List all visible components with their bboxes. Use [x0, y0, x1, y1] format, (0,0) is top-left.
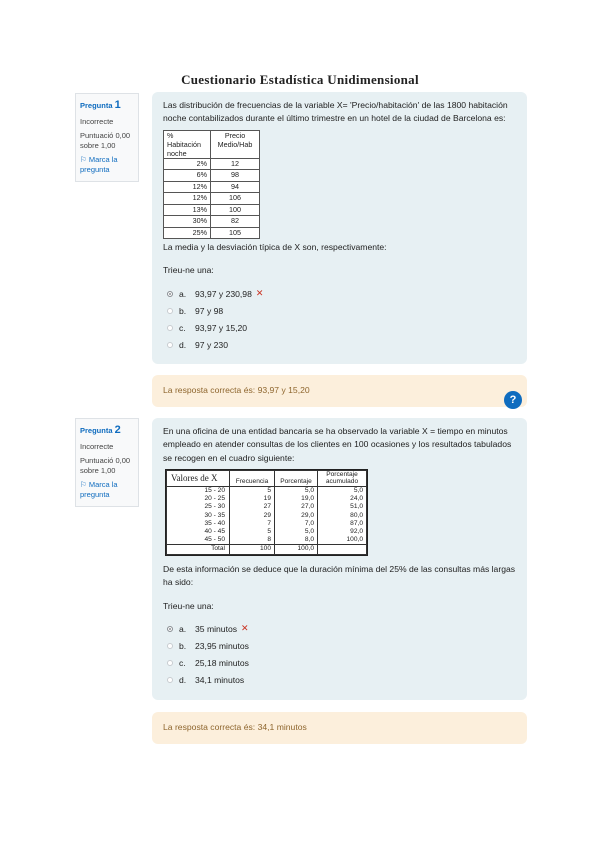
- answer-option-c[interactable]: [163, 320, 517, 337]
- answer-text: 34,1 minutos: [195, 674, 245, 685]
- flag-question-link[interactable]: [80, 480, 134, 500]
- table-cell: 30%: [164, 216, 211, 228]
- table-cell: 12%: [164, 193, 211, 205]
- feedback-box-2: [152, 712, 527, 744]
- answer-list: [163, 621, 517, 689]
- help-icon[interactable]: ?: [504, 391, 522, 409]
- table-cell: 29: [230, 512, 275, 520]
- table-cell: 80,0: [318, 512, 367, 520]
- flag-icon: ⚐: [80, 480, 87, 490]
- table-row: [164, 170, 260, 182]
- question-mark: Puntuació 0,00 sobre 1,00: [80, 130, 131, 151]
- table-cell: [318, 545, 367, 554]
- table-cell: 92,0: [318, 528, 367, 536]
- table-row: [167, 536, 367, 545]
- flag-icon: ⚐: [80, 155, 87, 165]
- table-cell: 82: [211, 216, 260, 228]
- table-cell: 100,0: [275, 545, 318, 554]
- answer-prompt: Trieu-ne una:: [163, 600, 214, 611]
- answer-letter: b.: [179, 305, 187, 316]
- correct-answer-text: La resposta correcta és: 34,1 minutos: [163, 722, 307, 732]
- question-info-2: [75, 418, 139, 507]
- table-cell: 29,0: [275, 512, 318, 520]
- answer-text: 35 minutos: [195, 623, 238, 634]
- table-cell: 98: [211, 170, 260, 182]
- answer-letter: d.: [179, 339, 187, 350]
- answer-option-a[interactable]: [163, 621, 517, 638]
- table-cell: 40 - 45: [167, 528, 230, 536]
- radio-button[interactable]: [167, 643, 173, 649]
- answer-text: 93,97 y 15,20: [195, 322, 248, 333]
- answer-list: [163, 286, 517, 354]
- table-cell: 19: [230, 495, 275, 503]
- table-cell: 24,0: [318, 495, 367, 503]
- flag-label: Marca la pregunta: [80, 480, 118, 500]
- radio-button[interactable]: [167, 677, 173, 683]
- table-cell: 7: [230, 520, 275, 528]
- answer-letter: a.: [179, 623, 187, 634]
- table-cell: 30 - 35: [167, 512, 230, 520]
- answer-letter: d.: [179, 674, 187, 685]
- table-row: [164, 193, 260, 205]
- answer-letter: c.: [179, 657, 186, 668]
- table-header: % Habitación noche: [164, 130, 211, 158]
- question-label: Pregunta: [80, 426, 113, 435]
- table-cell: 5: [230, 486, 275, 495]
- table-header: Frecuencia: [230, 470, 275, 486]
- answer-option-d[interactable]: [163, 672, 517, 689]
- time-table: [165, 469, 368, 556]
- table-cell: 25%: [164, 227, 211, 239]
- table-cell: 106: [211, 193, 260, 205]
- table-cell: 25 - 30: [167, 503, 230, 511]
- correct-answer-text: La resposta correcta és: 93,97 y 15,20: [163, 385, 310, 395]
- price-table: [163, 130, 260, 240]
- answer-text: 23,95 minutos: [195, 640, 249, 651]
- answer-text: 25,18 minutos: [195, 657, 249, 668]
- table-cell: 20 - 25: [167, 495, 230, 503]
- table-header: Porcentaje acumulado: [318, 470, 367, 486]
- flag-question-link[interactable]: [80, 155, 134, 175]
- question-text: En una oficina de una entidad bancaria se ha observado la variable X = tiempo en minutos empleado en atender consultas de los clientes en 100 ocasiones y los resultados tabulados se recogen en el cuadro siguiente:: [163, 426, 512, 463]
- table-row: [167, 503, 367, 511]
- table-cell: 2%: [164, 158, 211, 170]
- question-label: Pregunta: [80, 101, 113, 110]
- answer-prompt: Trieu-ne una:: [163, 265, 214, 276]
- flag-label: Marca la pregunta: [80, 155, 118, 175]
- table-row: [167, 545, 367, 554]
- question-info-1: [75, 93, 139, 182]
- table-cell: 13%: [164, 204, 211, 216]
- table-row: [167, 486, 367, 495]
- table-cell: 105: [211, 227, 260, 239]
- answer-option-b[interactable]: [163, 638, 517, 655]
- table-cell: 35 - 40: [167, 520, 230, 528]
- table-cell: 100: [230, 545, 275, 554]
- table-row: [164, 227, 260, 239]
- table-cell: 100: [211, 204, 260, 216]
- answer-letter: a.: [179, 288, 187, 299]
- cross-icon: ✕: [255, 288, 264, 299]
- answer-text: 97 y 98: [195, 305, 224, 316]
- table-cell: 5,0: [275, 528, 318, 536]
- answer-option-c[interactable]: [163, 655, 517, 672]
- question-content-2: [152, 418, 527, 700]
- table-row: [167, 512, 367, 520]
- answer-option-b[interactable]: [163, 303, 517, 320]
- table-header: Valores de X: [167, 470, 230, 486]
- question-number-value: 1: [114, 99, 121, 111]
- table-row: [167, 520, 367, 528]
- answer-option-d[interactable]: [163, 337, 517, 354]
- table-header: Precio Medio/Hab: [211, 130, 260, 158]
- table-cell: 15 - 20: [167, 486, 230, 495]
- radio-button[interactable]: [167, 325, 173, 331]
- answer-letter: c.: [179, 322, 186, 333]
- table-cell: 7,0: [275, 520, 318, 528]
- table-row: [164, 204, 260, 216]
- radio-button[interactable]: [167, 342, 173, 348]
- question-status: Incorrecte: [80, 116, 114, 126]
- table-row: [164, 158, 260, 170]
- radio-button[interactable]: [167, 660, 173, 666]
- question-mark: Puntuació 0,00 sobre 1,00: [80, 455, 131, 476]
- table-cell: 94: [211, 181, 260, 193]
- table-cell: 45 - 50: [167, 536, 230, 545]
- table-cell: 5,0: [275, 486, 318, 495]
- question-text: Las distribución de frecuencias de la variable X= 'Precio/habitación' de las 1800 habitación noche contabilizados durante el último trimestre en un hotel de la ciudad de Barcelona es:: [163, 100, 508, 124]
- table-row: [167, 495, 367, 503]
- question-stem: De esta información se deduce que la duración mínima del 25% de las consultas más largas ha sido:: [163, 563, 516, 588]
- table-row: [164, 181, 260, 193]
- table-cell: 5: [230, 528, 275, 536]
- table-cell: 27: [230, 503, 275, 511]
- question-number-value: 2: [114, 424, 121, 436]
- table-cell: Total: [167, 545, 230, 554]
- table-cell: 12%: [164, 181, 211, 193]
- answer-letter: b.: [179, 640, 187, 651]
- cross-icon: ✕: [241, 623, 249, 634]
- question-content-1: [152, 92, 527, 364]
- feedback-box-1: [152, 375, 527, 407]
- table-row: [167, 528, 367, 536]
- answer-text: 93,97 y 230,98: [195, 288, 252, 299]
- table-cell: 12: [211, 158, 260, 170]
- answer-text: 97 y 230: [195, 339, 228, 350]
- question-number: [80, 98, 134, 113]
- radio-button[interactable]: [167, 291, 173, 297]
- answer-option-a[interactable]: [163, 286, 517, 303]
- table-cell: 5,0: [318, 486, 367, 495]
- radio-button[interactable]: [167, 308, 173, 314]
- table-cell: 87,0: [318, 520, 367, 528]
- radio-button[interactable]: [167, 626, 173, 632]
- table-cell: 8: [230, 536, 275, 545]
- question-number: [80, 423, 134, 438]
- question-status: Incorrecte: [80, 441, 114, 451]
- table-cell: 51,0: [318, 503, 367, 511]
- question-stem: La media y la desviación típica de X son, respectivamente:: [163, 242, 387, 253]
- table-cell: 8,0: [275, 536, 318, 545]
- table-cell: 6%: [164, 170, 211, 182]
- table-cell: 100,0: [318, 536, 367, 545]
- page-title: Cuestionario Estadística Unidimensional: [181, 72, 419, 87]
- table-row: [164, 216, 260, 228]
- table-cell: 27,0: [275, 503, 318, 511]
- table-header: Porcentaje: [275, 470, 318, 486]
- table-cell: 19,0: [275, 495, 318, 503]
